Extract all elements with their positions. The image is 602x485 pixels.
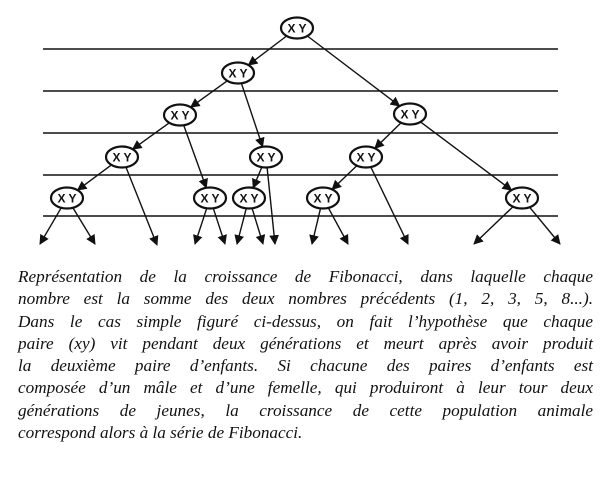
node-label: X Y — [256, 150, 276, 165]
pair-node — [506, 188, 538, 209]
arrow — [474, 207, 513, 244]
node-label: X Y — [57, 191, 77, 206]
arrow — [375, 123, 401, 149]
node-label: X Y — [512, 191, 532, 206]
arrow — [126, 167, 157, 245]
arrow — [237, 208, 246, 244]
caption-line: composée d’un mâle et d’une femelle, qui produiront à leur tour deux — [18, 378, 593, 398]
arrow — [371, 167, 408, 244]
arrow — [184, 125, 207, 188]
arrow — [252, 208, 263, 244]
node-label: X Y — [400, 107, 420, 122]
figure-caption — [18, 266, 593, 444]
caption-line: Dans le cas simple figuré ci-dessus, on fait l’hypothèse que chaque — [18, 311, 593, 331]
arrow — [328, 208, 348, 244]
node-label: X Y — [287, 21, 307, 36]
arrow — [73, 208, 95, 244]
pair-node — [281, 18, 313, 39]
arrow — [213, 208, 225, 244]
node-label: X Y — [170, 108, 190, 123]
arrow — [530, 207, 560, 244]
arrow — [332, 166, 357, 190]
caption-line: générations de jeunes, la croissance de cette population animale — [18, 400, 593, 420]
arrow — [248, 36, 286, 65]
caption-line: nombre est la somme des deux nombres précédents (1, 2, 3, 5, 8...). — [18, 289, 593, 309]
pair-nodes — [51, 18, 538, 209]
caption-line: Représentation de la croissance de Fibonacci, dans laquelle chaque — [18, 267, 593, 286]
pair-node — [194, 188, 226, 209]
arrow — [253, 167, 262, 188]
node-label: X Y — [313, 191, 333, 206]
pair-node — [222, 63, 254, 84]
arrow — [191, 81, 228, 107]
arrow — [421, 122, 512, 190]
pair-node — [51, 188, 83, 209]
pair-node — [394, 104, 426, 125]
pair-node — [233, 188, 265, 209]
arrow — [133, 123, 170, 149]
pair-node — [350, 147, 382, 168]
node-label: X Y — [112, 150, 132, 165]
descendant-arrows — [40, 36, 560, 245]
pair-node — [307, 188, 339, 209]
arrow — [78, 165, 112, 190]
pair-node — [106, 147, 138, 168]
arrow — [40, 208, 61, 244]
arrow — [195, 208, 207, 244]
caption-line: paire (xy) vit pendant deux générations et meurt après avoir produit — [18, 333, 593, 353]
generation-lines — [43, 49, 558, 216]
arrow — [307, 36, 399, 106]
arrow — [312, 208, 321, 244]
node-label: X Y — [356, 150, 376, 165]
caption-line: la deuxième paire d’enfants. Si chacune des paires d’enfants est — [18, 356, 593, 376]
pair-node — [250, 147, 282, 168]
pair-node — [164, 105, 196, 126]
node-label: X Y — [228, 66, 248, 81]
arrow — [241, 83, 262, 146]
arrow — [267, 168, 275, 245]
caption-line: correspond alors à la série de Fibonacci. — [18, 423, 303, 443]
node-label: X Y — [200, 191, 220, 206]
node-label: X Y — [239, 191, 259, 206]
